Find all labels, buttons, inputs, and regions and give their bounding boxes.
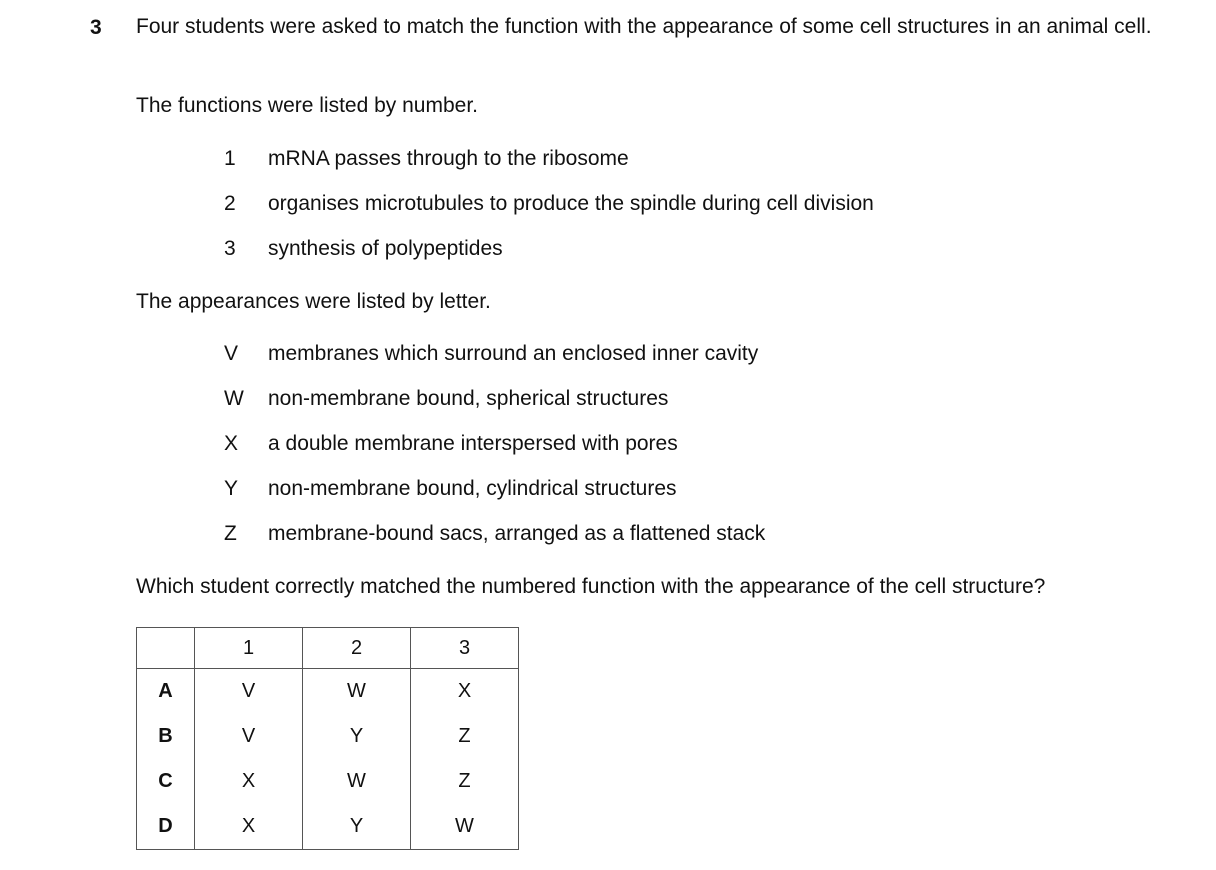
appearance-text: non-membrane bound, spherical structures xyxy=(268,387,669,410)
appearance-letter: Y xyxy=(224,477,239,500)
question-number: 3 xyxy=(90,16,102,39)
question-intro: Four students were asked to match the function with the appearance of some cell structures in an animal cell. xyxy=(136,15,1152,38)
appearance-letter: W xyxy=(224,387,244,410)
table-row[interactable] xyxy=(137,759,519,804)
function-number: 1 xyxy=(224,147,236,170)
appearance-item xyxy=(222,521,765,566)
function-text: mRNA passes through to the ribosome xyxy=(268,147,629,170)
table-row[interactable] xyxy=(137,804,519,850)
appearance-item xyxy=(222,431,765,476)
functions-lead: The functions were listed by number. xyxy=(136,94,479,117)
table-cell: X xyxy=(411,669,519,715)
option-letter[interactable]: C xyxy=(137,759,195,804)
option-letter[interactable]: D xyxy=(137,804,195,850)
table-cell: Z xyxy=(411,714,519,759)
function-number: 2 xyxy=(224,192,236,215)
function-item xyxy=(222,236,874,281)
table-cell: W xyxy=(303,759,411,804)
table-cell: Y xyxy=(303,804,411,850)
appearances-list xyxy=(222,341,765,566)
table-cell: Y xyxy=(303,714,411,759)
table-header-cell: 1 xyxy=(195,628,303,669)
table-header-cell: 2 xyxy=(303,628,411,669)
function-number: 3 xyxy=(224,237,236,260)
table-row[interactable] xyxy=(137,669,519,715)
table-header-row xyxy=(137,628,519,669)
table-cell: X xyxy=(195,804,303,850)
appearance-letter: Z xyxy=(224,522,237,545)
table-header-cell: 3 xyxy=(411,628,519,669)
function-item xyxy=(222,191,874,236)
appearances-lead: The appearances were listed by letter. xyxy=(136,290,491,313)
table-cell: V xyxy=(195,669,303,715)
table-cell: Z xyxy=(411,759,519,804)
question-prompt: Which student correctly matched the numbered function with the appearance of the cell structure? xyxy=(136,575,1046,598)
table-cell: W xyxy=(411,804,519,850)
appearance-text: non-membrane bound, cylindrical structures xyxy=(268,477,677,500)
table-cell: X xyxy=(195,759,303,804)
table-row[interactable] xyxy=(137,714,519,759)
option-letter[interactable]: A xyxy=(137,669,195,715)
answer-table xyxy=(136,627,519,850)
table-cell: W xyxy=(303,669,411,715)
appearance-letter: V xyxy=(224,342,239,365)
appearance-item xyxy=(222,386,765,431)
appearance-item xyxy=(222,341,765,386)
table-header-cell xyxy=(137,628,195,669)
appearance-text: membrane-bound sacs, arranged as a flattened stack xyxy=(268,522,766,545)
appearance-item xyxy=(222,476,765,521)
option-letter[interactable]: B xyxy=(137,714,195,759)
table-cell: V xyxy=(195,714,303,759)
function-text: organises microtubules to produce the spindle during cell division xyxy=(268,192,874,215)
function-text: synthesis of polypeptides xyxy=(268,237,503,260)
appearance-text: membranes which surround an enclosed inner cavity xyxy=(268,342,759,365)
appearance-text: a double membrane interspersed with pores xyxy=(268,432,678,455)
functions-list xyxy=(222,146,874,281)
appearance-letter: X xyxy=(224,432,239,455)
function-item xyxy=(222,146,874,191)
